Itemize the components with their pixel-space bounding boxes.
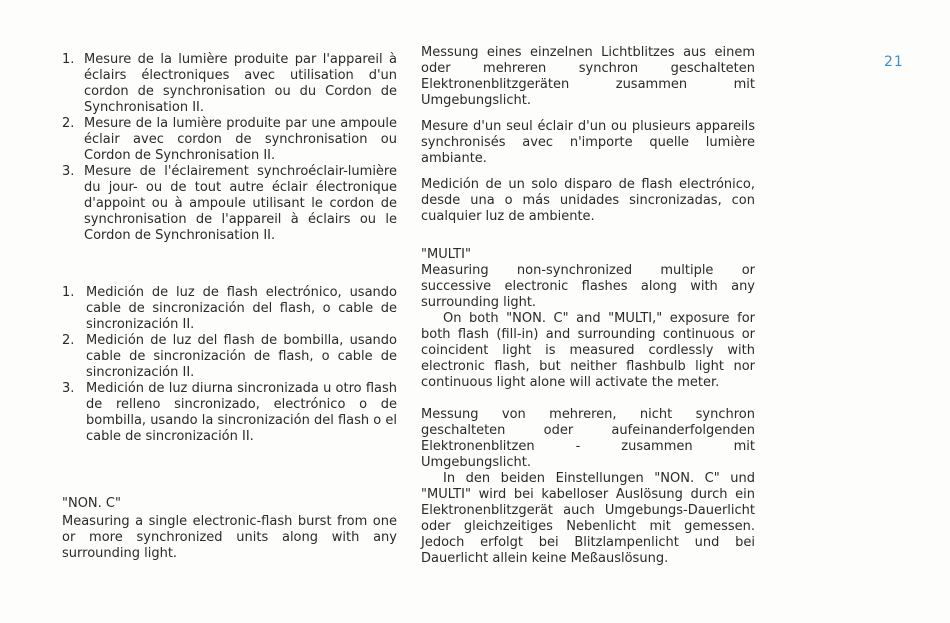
nonc-heading: "NON. C" bbox=[62, 496, 121, 511]
list-text: Medición de luz de flash electrónico, usando cable de sincronización del flash, o cable de sincronización II. bbox=[86, 285, 397, 332]
left-column bbox=[62, 45, 397, 561]
multi-english-paragraph-1: Measuring non-synchronized multiple or successive electronic flashes along with any surrounding light. bbox=[421, 263, 755, 310]
list-number: 2. bbox=[62, 333, 75, 348]
list-item bbox=[62, 381, 397, 445]
nonc-french-paragraph: Mesure d'un seul éclair d'un ou plusieurs appareils synchronisés avec n'importe quelle lumière ambiante. bbox=[421, 119, 755, 166]
french-list bbox=[62, 52, 397, 244]
multi-english-paragraph-2: On both "NON. C" and "MULTI," exposure for both flash (fill-in) and surrounding continuous or coincident light is measured cordlessly with electronic flash, but neither flashbulb light nor continuous light alone will activate the meter. bbox=[421, 311, 755, 390]
nonc-german-paragraph: Messung eines einzelnen Lichtblitzes aus einem oder mehreren synchron geschalteten Elektronenblitzgeräten zusammen mit Umgebungslicht. bbox=[421, 45, 755, 108]
list-text: Medición de luz diurna sincronizada u otro flash de relleno sincronizado, electrónico o de bombilla, usando la sincronización del flash o el cable de sincronización II. bbox=[86, 381, 397, 444]
nonc-english-paragraph: Measuring a single electronic-flash burst from one or more synchronized units along with any surrounding light. bbox=[62, 514, 397, 561]
list-text: Mesure de la lumière produite par une ampoule éclair avec cordon de synchronisation ou Cordon de Synchronisation II. bbox=[84, 116, 397, 163]
list-number: 1. bbox=[62, 52, 75, 67]
multi-german-paragraph-1: Messung von mehreren, nicht synchron geschalteten oder aufeinanderfolgenden Elektronenblitzen - zusammen mit Umgebungslicht. bbox=[421, 407, 755, 470]
list-number: 3. bbox=[62, 381, 75, 396]
right-column bbox=[421, 45, 755, 567]
list-item bbox=[62, 116, 397, 164]
multi-german-paragraph-2: In den beiden Einstellungen "NON. C" und "MULTI" wird bei kabelloser Auslösung durch ein Elektronenblitzgerät auch Umgebungs-Dauerlicht oder gleichzeitiges Nebenlicht mit gemessen. Jedoch erfolgt bei Blitzlampenlicht und bei Dauerlicht allein keine Meßauslösung. bbox=[421, 471, 755, 566]
multi-heading: "MULTI" bbox=[421, 247, 471, 262]
list-number: 2. bbox=[62, 116, 75, 131]
list-item bbox=[62, 164, 397, 244]
list-item bbox=[62, 52, 397, 116]
list-item bbox=[62, 333, 397, 381]
list-number: 3. bbox=[62, 164, 75, 179]
list-number: 1. bbox=[62, 285, 75, 300]
list-text: Medición de luz del flash de bombilla, usando cable de sincronización de flash, o cable de sincronización II. bbox=[86, 333, 397, 380]
list-text: Mesure de l'éclairement synchroéclair-lumière du jour- ou de tout autre éclair électronique d'appoint ou à ampoule utilisant le cordon de synchronisation de l'appareil à éclairs ou le Cordon de Synchronisation II. bbox=[84, 164, 397, 243]
spanish-list bbox=[62, 285, 397, 445]
list-text: Mesure de la lumière produite par l'appareil à éclairs électroniques avec utilisation d'un cordon de synchronisation ou du Cordon de Synchronisation II. bbox=[84, 52, 397, 115]
page-number: 21 bbox=[884, 54, 904, 70]
list-item bbox=[62, 285, 397, 333]
nonc-spanish-paragraph: Medición de un solo disparo de flash electrónico, desde una o más unidades sincronizadas, con cualquier luz de ambiente. bbox=[421, 177, 755, 224]
